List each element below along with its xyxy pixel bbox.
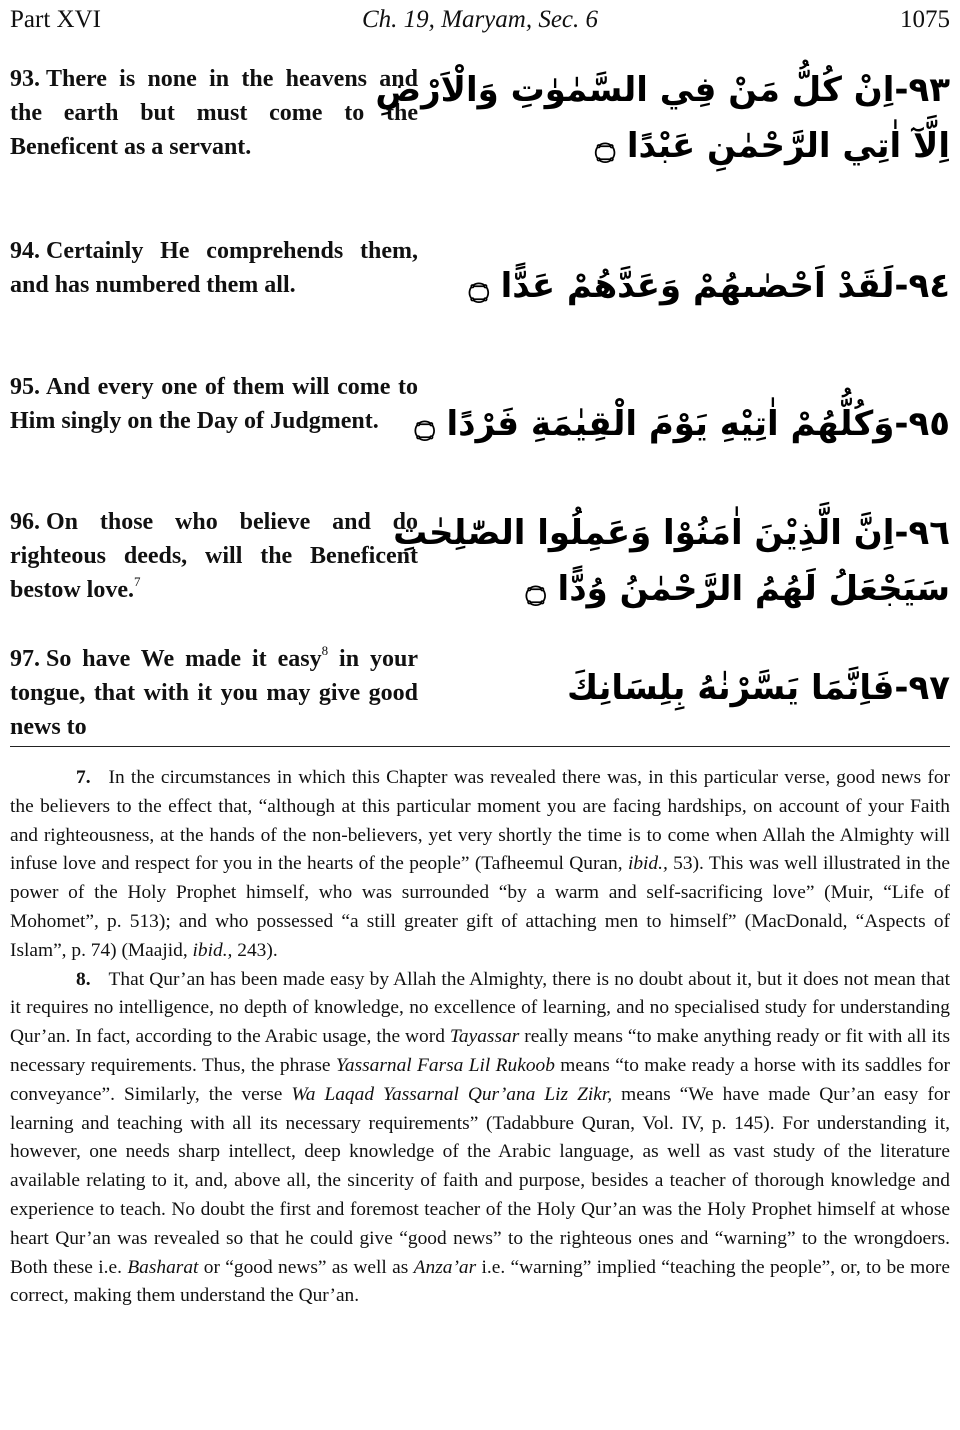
verse-english: [10, 370, 418, 438]
verse-text: Certainly He comprehends them, and has numbered them all.: [10, 238, 418, 298]
part-label: Part XVI: [10, 6, 101, 33]
arabic-line: ٩٥-وَكُلُّهُمْ اٰتِيْهِ يَوْمَ الْقِيٰمَةِ فَرْدًا ۝: [414, 404, 950, 444]
footnote-italic: Tayassar: [449, 1026, 520, 1048]
page-header: [10, 4, 950, 36]
verse-english: [10, 642, 418, 744]
footnote-italic: Yassarnal Farsa Lil Rukoob: [335, 1054, 555, 1076]
footnote-italic: Wa Laqad Yassarnal Qur’ana Liz Zikr,: [291, 1083, 613, 1105]
footnote-7: [10, 764, 950, 966]
verse-text: So have We made it easy: [46, 646, 322, 672]
verse-arabic: [375, 62, 950, 174]
verse-number: 94.: [10, 238, 40, 264]
footnote-number: 8.: [76, 968, 91, 990]
footnote-text: That Qur’an has been made easy by Allah the Almighty, there is no doubt about it, but it does not mean that it requires no intelligence, no depth of knowledge, no excellence of learning, and no specialised study for understanding Qur’an. In fact, according to the Arabic usage, the word: [10, 968, 950, 1048]
footnote-text: means “We have made Qur’an easy for learning and teaching with all its necessary requirements” (Tadabbure Quran, Vol. IV, p. 145). For understanding it, however, one needs sharp intellect, deep knowledge of the Arabic language, as well as vast study of the literature available relating to it, and, above all, the sincerity of faith and purpose, besides a teacher of thorough knowledge and experience to teach. No doubt the first and foremost teacher of the Holy Qur’an was the Holy Prophet himself at whose heart Qur’an was revealed so that he could give “good news” to the righteous ones and “warning” to the wrongdoers. Both these i.e.: [10, 1083, 950, 1278]
footnote-text: 53). This was well illustrated in the power of the Holy Prophet himself, who was surrounded “by a warm and self-sacrificing love” (Muir, “Life of Mohomet”, p. 513); and who possessed “a still greater gift of attaching men to himself” (MacDonald, “Aspects of Islam”, p. 74) (Maajid,: [10, 853, 950, 961]
verse-arabic: [530, 660, 950, 716]
footnote-number: 7.: [76, 767, 91, 788]
verse-text-continued: in your tongue, that with it you may give good news to: [10, 646, 419, 740]
footnote-divider: [10, 746, 950, 747]
footnotes: [10, 764, 950, 1311]
verse-english: [10, 62, 418, 164]
verse-english: [10, 234, 418, 302]
footnote-text: really means “to make anything ready or fit with all its necessary requirements. Thus, the phrase: [10, 1026, 950, 1076]
footnote-text: i.e. “warning” implied “teaching the people”, or, to be more correct, making them understand the Qur’an.: [10, 1256, 950, 1307]
verse-english: [10, 505, 418, 607]
footnote-text: means “to make ready a horse with its saddles for conveyance”. Similarly, the verse: [10, 1054, 950, 1105]
verse-number: 97.: [10, 646, 40, 672]
arabic-line: ٩٣-اِنْ كُلُّ مَنْ فِي السَّمٰوٰتِ وَالْاَرْضِ: [375, 70, 950, 110]
verse-arabic: [393, 505, 950, 617]
arabic-line: اِلَّآ اٰتِي الرَّحْمٰنِ عَبْدًا ۝: [595, 126, 950, 166]
verse-number: 96.: [10, 509, 40, 535]
arabic-line: ٩٤-لَقَدْ اَحْصٰىهُمْ وَعَدَّهُمْ عَدًّا ۝: [468, 266, 950, 306]
arabic-line: ٩٦-اِنَّ الَّذِيْنَ اٰمَنُوْا وَعَمِلُوا الصّٰلِحٰتِ: [393, 513, 950, 553]
footnote-ref[interactable]: 7: [133, 574, 141, 589]
verse-text: And every one of them will come to Him singly on the Day of Judgment.: [10, 374, 418, 434]
verse-number: 95.: [10, 374, 40, 400]
verse-text: There is none in the heavens and the earth but must come to the Beneficent as a servant.: [10, 66, 418, 160]
verse-arabic: [414, 396, 950, 452]
footnote-ref[interactable]: 8: [321, 643, 329, 658]
footnote-text: 243).: [232, 939, 278, 961]
arabic-line: ٩٧-فَاِنَّمَا يَسَّرْنٰهُ بِلِسَانِكَ: [567, 668, 950, 708]
footnote-text: or “good news” as well as: [198, 1256, 414, 1278]
verse-text: On those who believe and do righteous deeds, will the Beneficent bestow love.: [10, 509, 418, 603]
page-number: 1075: [900, 6, 950, 33]
chapter-title: Ch. 19, Maryam, Sec. 6: [361, 6, 599, 33]
footnote-italic: ibid.,: [627, 853, 668, 875]
arabic-line: سَيَجْعَلُ لَهُمُ الرَّحْمٰنُ وُدًّا ۝: [525, 569, 950, 609]
verse-arabic: [468, 258, 950, 314]
footnote-italic: Anza’ar: [413, 1256, 477, 1278]
verse-number: 93.: [10, 66, 40, 92]
footnote-italic: Basharat: [127, 1256, 199, 1278]
footnote-text: In the circumstances in which this Chapter was revealed there was, in this particular verse, good news for the believers to the effect that, “although at this particular moment you are facing hardships, on account of your Faith and righteousness, at the hands of the non-believers, yet very shortly the time is to come when Allah the Almighty will infuse love and respect for you in the hearts of the people” (Tafheemul Quran,: [10, 767, 950, 875]
footnote-italic: ibid.,: [192, 939, 233, 961]
footnote-8: [10, 966, 950, 1312]
